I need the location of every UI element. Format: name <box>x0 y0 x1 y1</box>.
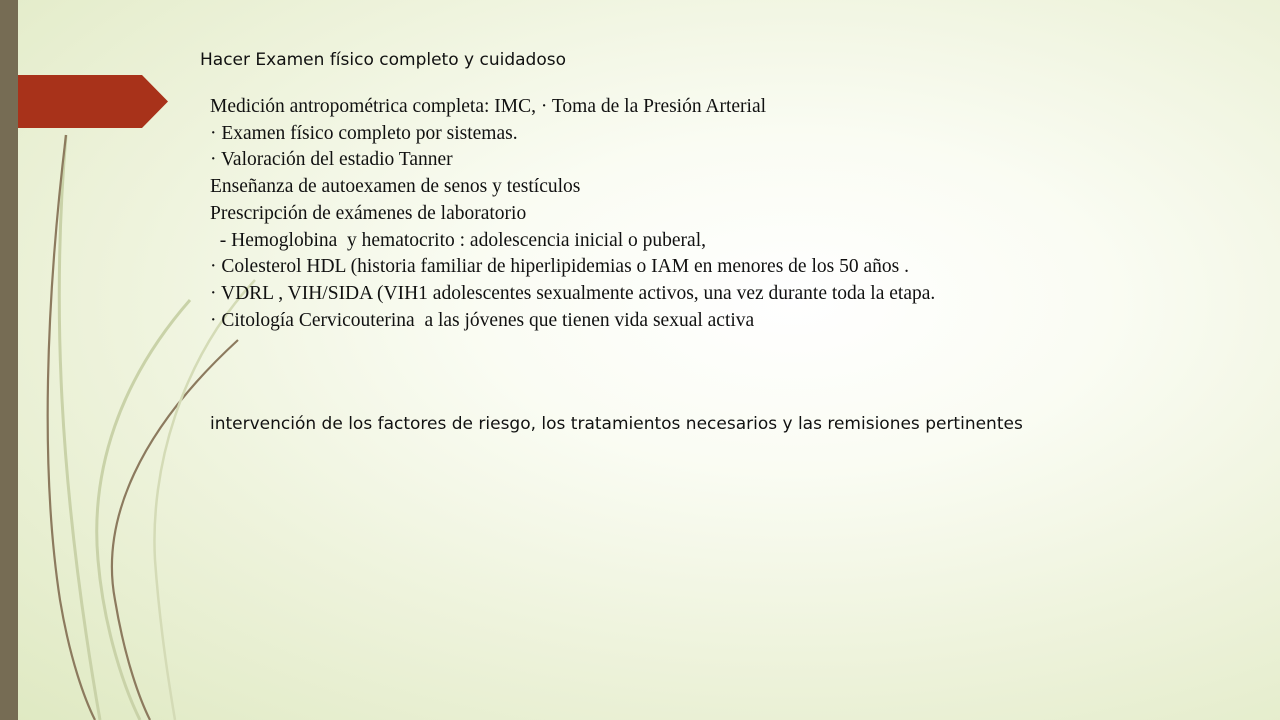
list-item: · Citología Cervicouterina a las jóvenes que tienen vida sexual activa <box>210 309 755 331</box>
footer-text: intervención de los factores de riesgo, los tratamientos necesarios y las remisiones pertinentes <box>210 414 1023 434</box>
list-item: · Colesterol HDL (historia familiar de hiperlipidemias o IAM en menores de los 50 años . <box>210 256 909 278</box>
list-item: · VDRL , VIH/SIDA (VIH1 adolescentes sexualmente activos, una vez durante toda la etapa. <box>210 282 936 304</box>
list-item: Enseñanza de autoexamen de senos y testículos <box>210 176 581 198</box>
exam-item-list <box>210 94 935 334</box>
list-item: Prescripción de exámenes de laboratorio <box>210 202 527 224</box>
list-item: · Valoración del estadio Tanner <box>210 149 453 171</box>
red-arrow-tab <box>18 75 168 128</box>
list-item: · Examen físico completo por sistemas. <box>210 122 518 144</box>
slide-heading: Hacer Examen físico completo y cuidadoso <box>200 50 566 70</box>
list-item: - Hemoglobina y hematocrito : adolescencia inicial o puberal, <box>210 229 706 251</box>
list-item: Medición antropométrica completa: IMC, · Toma de la Presión Arterial <box>210 96 767 117</box>
